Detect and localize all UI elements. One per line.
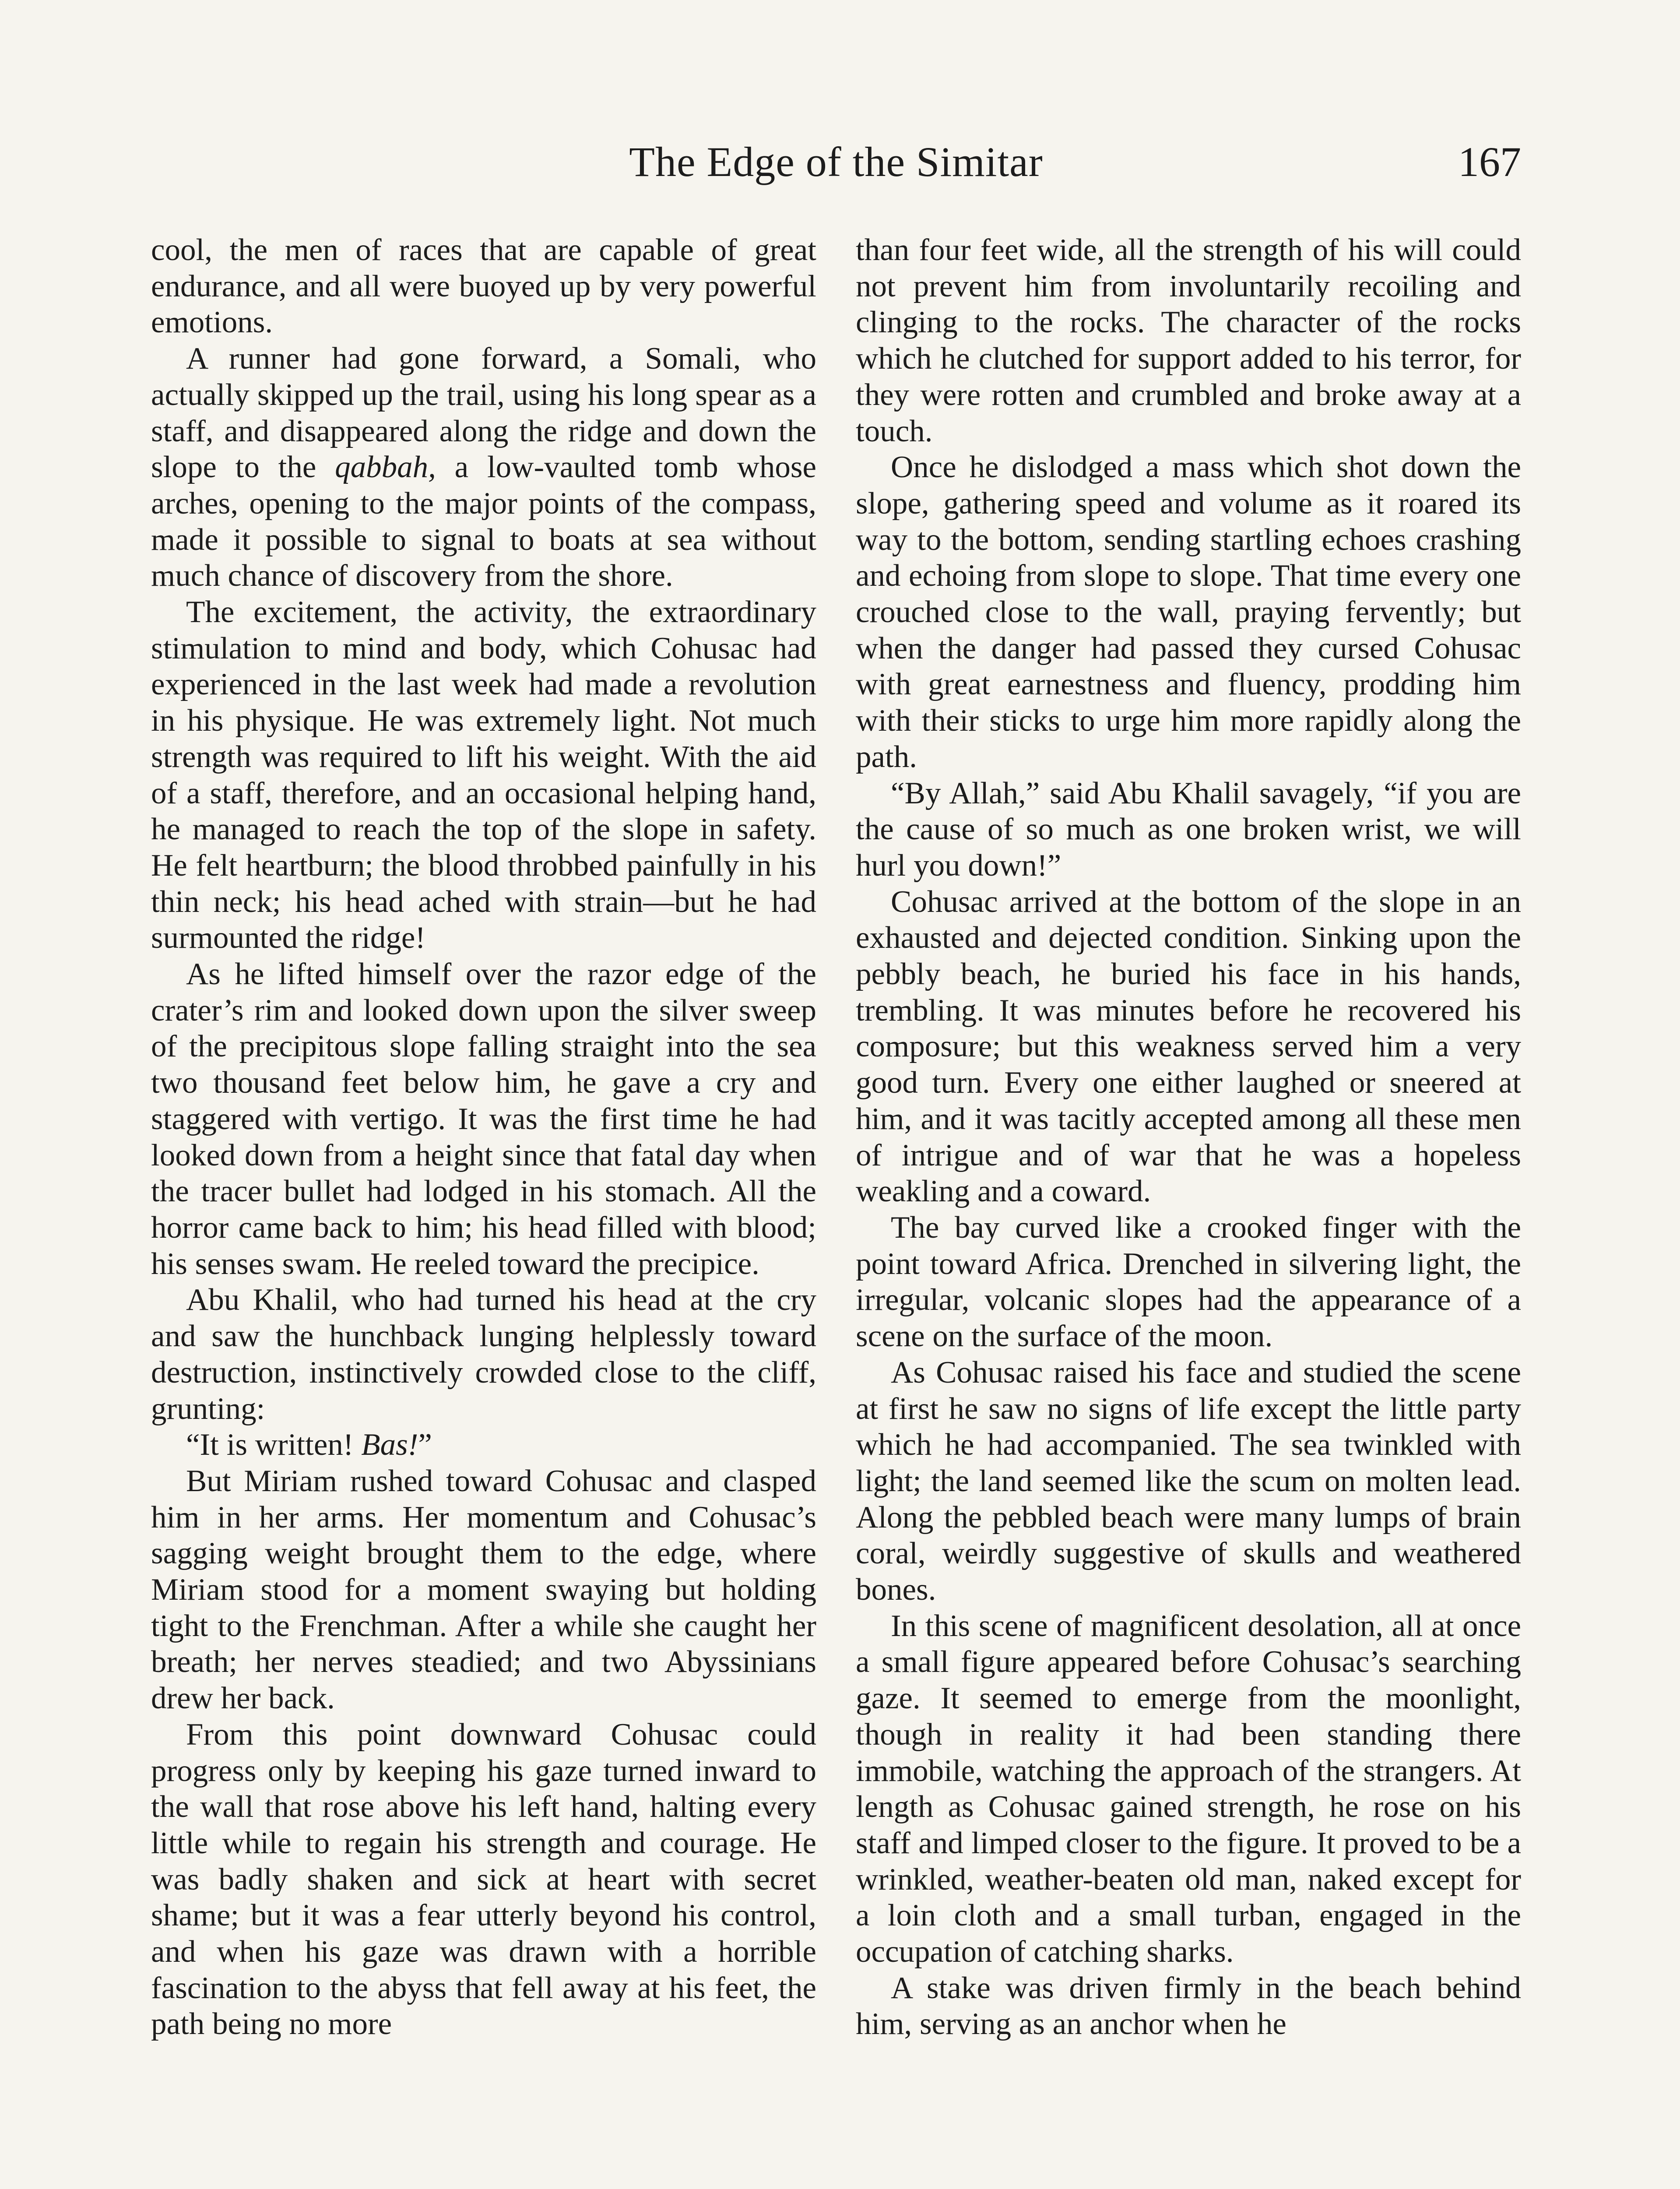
quote-line <box>151 1427 816 1463</box>
paragraph-text: a low-vaulted tomb whose arches, opening to the major points of the compass, made it possible to signal to boats at sea without much chance of discovery from the shore. <box>151 450 816 593</box>
quote-mark: ” <box>418 1428 432 1462</box>
italic-word: qabbah, <box>335 450 436 485</box>
right-column <box>856 232 1521 2042</box>
italic-word: Bas! <box>361 1428 418 1462</box>
paragraph: Abu Khalil, who had turned his head at the cry and saw the hunchback lunging helplessly toward destruction, instinctively crowded close to the cliff, grunting: <box>151 1283 816 1426</box>
running-head <box>151 131 1521 193</box>
quote-text: “It is written! <box>186 1428 362 1462</box>
paragraph-text: A runner had gone forward, a Somali, who actually skipped up the trail, using his long spear as a staff, and disappeared along the ridge and down the slope to the <box>151 341 816 485</box>
paragraph: cool, the men of races that are capable of great endurance, and all were buoyed up by very powerful emotions. <box>151 233 816 340</box>
paragraph: than four feet wide, all the strength of his will could not prevent him from involuntarily recoiling and clinging to the rocks. The character of the rocks which he clutched for support added to his terror, for they were rotten and crumbled and broke away at a touch. <box>856 233 1521 448</box>
paragraph: “By Allah,” said Abu Khalil savagely, “if you are the cause of so much as one broken wrist, we will hurl you down!” <box>856 776 1521 883</box>
left-column <box>151 232 816 2042</box>
paragraph: The excitement, the activity, the extraordinary stimulation to mind and body, which Cohusac had experienced in the last week had made a revolution in his physique. He was extremely light. Not much strength was required to lift his weight. With the aid of a staff, therefore, and an occasional helping hand, he managed to reach the top of the slope in safety. He felt heartburn; the blood throbbed painfully in his thin neck; his head ached with strain—but he had surmounted the ridge! <box>151 595 816 955</box>
paragraph: The bay curved like a crooked finger with the point toward Africa. Drenched in silvering light, the irregular, volcanic slopes had the appearance of a scene on the surface of the moon. <box>856 1210 1521 1354</box>
paragraph: A stake was driven firmly in the beach behind him, serving as an anchor when he <box>856 1971 1521 2041</box>
paragraph: As Cohusac raised his face and studied the scene at first he saw no signs of life except the little party which he had accompanied. The sea twinkled with light; the land seemed like the scum on molten lead. Along the pebbled beach were many lumps of brain coral, weirdly suggestive of skulls and weathered bones. <box>856 1355 1521 1607</box>
paragraph: From this point downward Cohusac could progress only by keeping his gaze turned inward to the wall that rose above his left hand, halting every little while to regain his strength and courage. He was badly shaken and sick at heart with secret shame; but it was a fear utterly beyond his control, and when his gaze was drawn with a horrible fascination to the abyss that fell away at his feet, the path being no more <box>151 1717 816 2041</box>
page-title: The Edge of the Simitar <box>629 138 1043 185</box>
paragraph: But Miriam rushed toward Cohusac and clasped him in her arms. Her momentum and Cohusac’s sagging weight brought them to the edge, where Miriam stood for a moment swaying but holding tight to the Frenchman. After a while she caught her breath; her nerves steadied; and two Abyssinians drew her back. <box>151 1464 816 1716</box>
page-number: 167 <box>1458 138 1521 185</box>
paragraph <box>151 341 816 594</box>
paragraph: Cohusac arrived at the bottom of the slope in an exhausted and dejected condition. Sinking upon the pebbly beach, he buried his face in his hands, trembling. It was minutes before he recovered his composure; but this weakness served him a very good turn. Every one either laughed or sneered at him, and it was tacitly accepted among all these men of intrigue and of war that he was a hopeless weakling and a coward. <box>856 884 1521 1209</box>
paragraph: As he lifted himself over the razor edge of the crater’s rim and looked down upon the silver sweep of the precipitous slope falling straight into the sea two thousand feet below him, he gave a cry and staggered with vertigo. It was the first time he had looked down from a height since that fatal day when the tracer bullet had lodged in his stomach. All the horror came back to him; his head filled with blood; his senses swam. He reeled toward the precipice. <box>151 957 816 1281</box>
paragraph: Once he dislodged a mass which shot down the slope, gathering speed and volume as it roared its way to the bottom, sending startling echoes crashing and echoing from slope to slope. That time every one crouched close to the wall, praying fervently; but when the danger had passed they cursed Cohusac with great earnestness and fluency, prodding him with their sticks to urge him more rapidly along the path. <box>856 450 1521 774</box>
paragraph: In this scene of magnificent desolation, all at once a small figure appeared before Cohusac’s searching gaze. It seemed to emerge from the moonlight, though in reality it had been standing there immobile, watching the approach of the strangers. At length as Cohusac gained strength, he rose on his staff and limped closer to the figure. It proved to be a wrinkled, weather-beaten old man, naked except for a loin cloth and a small turban, engaged in the occupation of catching sharks. <box>856 1608 1521 1969</box>
